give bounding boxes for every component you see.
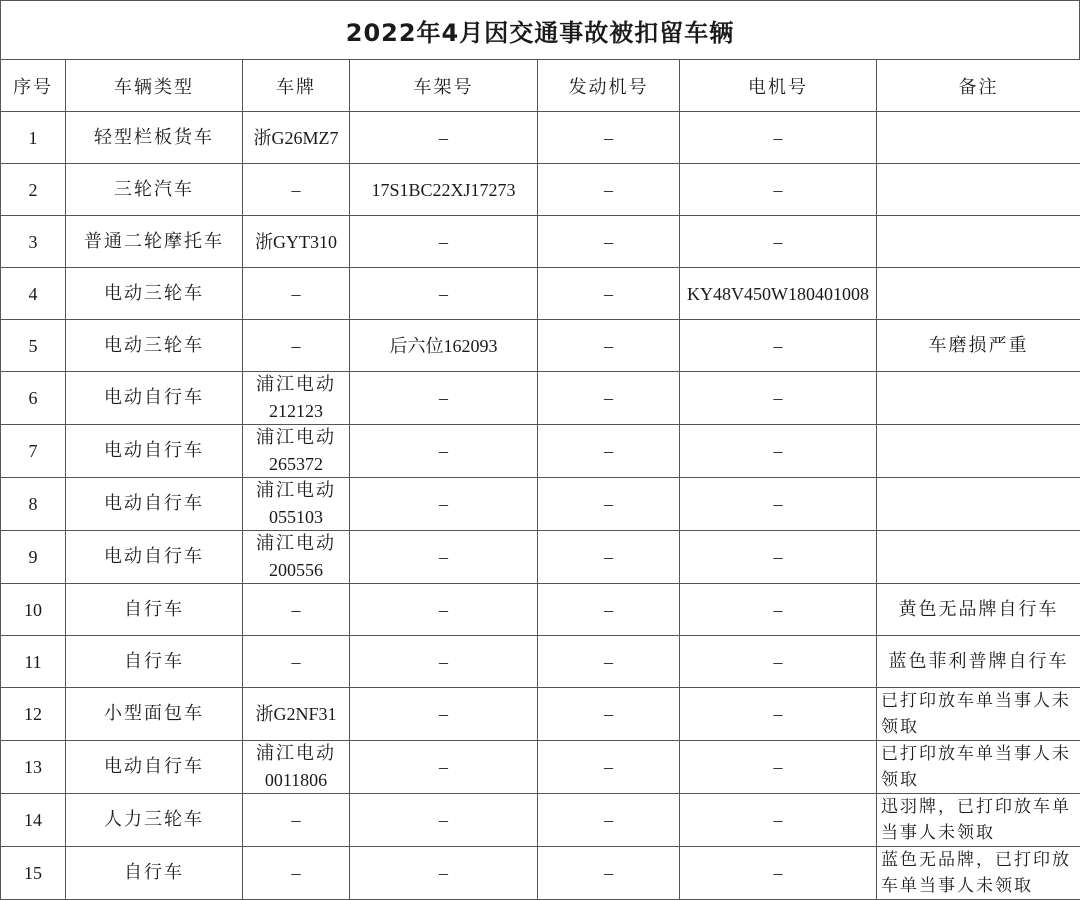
header-frame-number: 车架号 bbox=[350, 60, 538, 112]
cell-motor-number: – bbox=[680, 372, 877, 425]
cell-engine-number: – bbox=[538, 478, 680, 531]
table-row bbox=[1, 425, 1080, 478]
cell-frame-number: – bbox=[350, 478, 538, 531]
cell-note: 车磨损严重 bbox=[877, 320, 1080, 372]
cell-motor-number: – bbox=[680, 847, 877, 900]
cell-engine-number: – bbox=[538, 425, 680, 478]
cell-vehicle-type: 轻型栏板货车 bbox=[66, 112, 243, 164]
header-row bbox=[1, 60, 1080, 112]
cell-vehicle-type: 小型面包车 bbox=[66, 688, 243, 741]
table-row bbox=[1, 688, 1080, 741]
cell-engine-number: – bbox=[538, 531, 680, 584]
table-row bbox=[1, 584, 1080, 636]
cell-note bbox=[877, 112, 1080, 164]
table-row bbox=[1, 794, 1080, 847]
cell-motor-number: – bbox=[680, 741, 877, 794]
cell-vehicle-type: 电动三轮车 bbox=[66, 320, 243, 372]
cell-engine-number: – bbox=[538, 741, 680, 794]
cell-no: 9 bbox=[1, 531, 66, 584]
cell-plate: – bbox=[243, 268, 350, 320]
cell-note bbox=[877, 478, 1080, 531]
cell-no: 7 bbox=[1, 425, 66, 478]
table-row bbox=[1, 164, 1080, 216]
cell-no: 4 bbox=[1, 268, 66, 320]
header-plate: 车牌 bbox=[243, 60, 350, 112]
cell-no: 8 bbox=[1, 478, 66, 531]
cell-motor-number: – bbox=[680, 164, 877, 216]
cell-vehicle-type: 自行车 bbox=[66, 584, 243, 636]
cell-engine-number: – bbox=[538, 320, 680, 372]
cell-motor-number: – bbox=[680, 531, 877, 584]
cell-no: 11 bbox=[1, 636, 66, 688]
cell-engine-number: – bbox=[538, 688, 680, 741]
cell-plate: – bbox=[243, 584, 350, 636]
cell-plate: 浦江电动 055103 bbox=[243, 478, 350, 531]
cell-vehicle-type: 电动自行车 bbox=[66, 741, 243, 794]
cell-vehicle-type: 电动自行车 bbox=[66, 425, 243, 478]
cell-engine-number: – bbox=[538, 112, 680, 164]
cell-plate: 浙G26MZ7 bbox=[243, 112, 350, 164]
cell-frame-number: – bbox=[350, 531, 538, 584]
cell-note: 蓝色菲利普牌自行车 bbox=[877, 636, 1080, 688]
cell-motor-number: – bbox=[680, 478, 877, 531]
cell-frame-number: – bbox=[350, 584, 538, 636]
cell-note bbox=[877, 268, 1080, 320]
cell-note: 黄色无品牌自行车 bbox=[877, 584, 1080, 636]
header-motor-number: 电机号 bbox=[680, 60, 877, 112]
cell-motor-number: – bbox=[680, 688, 877, 741]
cell-plate: – bbox=[243, 320, 350, 372]
cell-vehicle-type: 三轮汽车 bbox=[66, 164, 243, 216]
cell-vehicle-type: 电动自行车 bbox=[66, 478, 243, 531]
cell-engine-number: – bbox=[538, 216, 680, 268]
cell-plate: 浦江电动 200556 bbox=[243, 531, 350, 584]
cell-frame-number: – bbox=[350, 372, 538, 425]
cell-motor-number: – bbox=[680, 425, 877, 478]
cell-no: 6 bbox=[1, 372, 66, 425]
cell-no: 10 bbox=[1, 584, 66, 636]
cell-note: 迅羽牌，已打印放车单当事人未领取 bbox=[877, 794, 1080, 847]
cell-motor-number: – bbox=[680, 794, 877, 847]
cell-note: 已打印放车单当事人未领取 bbox=[877, 688, 1080, 741]
cell-frame-number: – bbox=[350, 216, 538, 268]
cell-no: 13 bbox=[1, 741, 66, 794]
cell-plate: 浙GYT310 bbox=[243, 216, 350, 268]
cell-frame-number: – bbox=[350, 741, 538, 794]
impounded-vehicles-table bbox=[0, 59, 1080, 900]
table-row bbox=[1, 268, 1080, 320]
cell-plate: – bbox=[243, 636, 350, 688]
header-no: 序号 bbox=[1, 60, 66, 112]
cell-no: 3 bbox=[1, 216, 66, 268]
cell-frame-number: – bbox=[350, 794, 538, 847]
table-row bbox=[1, 112, 1080, 164]
cell-note bbox=[877, 164, 1080, 216]
cell-no: 1 bbox=[1, 112, 66, 164]
table-row bbox=[1, 320, 1080, 372]
cell-motor-number: – bbox=[680, 636, 877, 688]
table-row bbox=[1, 531, 1080, 584]
cell-plate: 浦江电动 0011806 bbox=[243, 741, 350, 794]
cell-plate: 浙G2NF31 bbox=[243, 688, 350, 741]
cell-engine-number: – bbox=[538, 164, 680, 216]
cell-note: 蓝色无品牌，已打印放车单当事人未领取 bbox=[877, 847, 1080, 900]
cell-frame-number: – bbox=[350, 425, 538, 478]
header-vehicle-type: 车辆类型 bbox=[66, 60, 243, 112]
cell-note bbox=[877, 425, 1080, 478]
cell-motor-number: – bbox=[680, 112, 877, 164]
cell-frame-number: 后六位162093 bbox=[350, 320, 538, 372]
cell-vehicle-type: 自行车 bbox=[66, 636, 243, 688]
cell-vehicle-type: 普通二轮摩托车 bbox=[66, 216, 243, 268]
cell-plate: – bbox=[243, 794, 350, 847]
cell-motor-number: KY48V450W180401008 bbox=[680, 268, 877, 320]
cell-plate: – bbox=[243, 847, 350, 900]
cell-engine-number: – bbox=[538, 268, 680, 320]
cell-no: 2 bbox=[1, 164, 66, 216]
table-title: 2022年4月因交通事故被扣留车辆 bbox=[0, 0, 1080, 59]
cell-note bbox=[877, 216, 1080, 268]
cell-frame-number: – bbox=[350, 112, 538, 164]
cell-vehicle-type: 电动自行车 bbox=[66, 372, 243, 425]
table-row bbox=[1, 216, 1080, 268]
cell-vehicle-type: 电动三轮车 bbox=[66, 268, 243, 320]
cell-no: 14 bbox=[1, 794, 66, 847]
cell-vehicle-type: 电动自行车 bbox=[66, 531, 243, 584]
header-engine-number: 发动机号 bbox=[538, 60, 680, 112]
cell-no: 5 bbox=[1, 320, 66, 372]
cell-frame-number: – bbox=[350, 847, 538, 900]
cell-note bbox=[877, 372, 1080, 425]
cell-engine-number: – bbox=[538, 636, 680, 688]
cell-motor-number: – bbox=[680, 216, 877, 268]
cell-vehicle-type: 自行车 bbox=[66, 847, 243, 900]
cell-vehicle-type: 人力三轮车 bbox=[66, 794, 243, 847]
cell-engine-number: – bbox=[538, 794, 680, 847]
cell-frame-number: – bbox=[350, 688, 538, 741]
table-row bbox=[1, 636, 1080, 688]
table-row bbox=[1, 372, 1080, 425]
cell-plate: – bbox=[243, 164, 350, 216]
table-row bbox=[1, 478, 1080, 531]
cell-no: 12 bbox=[1, 688, 66, 741]
cell-frame-number: 17S1BC22XJ17273 bbox=[350, 164, 538, 216]
cell-engine-number: – bbox=[538, 372, 680, 425]
cell-note bbox=[877, 531, 1080, 584]
cell-engine-number: – bbox=[538, 584, 680, 636]
table-row bbox=[1, 741, 1080, 794]
cell-plate: 浦江电动 212123 bbox=[243, 372, 350, 425]
cell-frame-number: – bbox=[350, 636, 538, 688]
cell-note: 已打印放车单当事人未领取 bbox=[877, 741, 1080, 794]
header-note: 备注 bbox=[877, 60, 1080, 112]
cell-no: 15 bbox=[1, 847, 66, 900]
cell-motor-number: – bbox=[680, 320, 877, 372]
cell-motor-number: – bbox=[680, 584, 877, 636]
cell-plate: 浦江电动 265372 bbox=[243, 425, 350, 478]
table-row bbox=[1, 847, 1080, 900]
cell-engine-number: – bbox=[538, 847, 680, 900]
cell-frame-number: – bbox=[350, 268, 538, 320]
